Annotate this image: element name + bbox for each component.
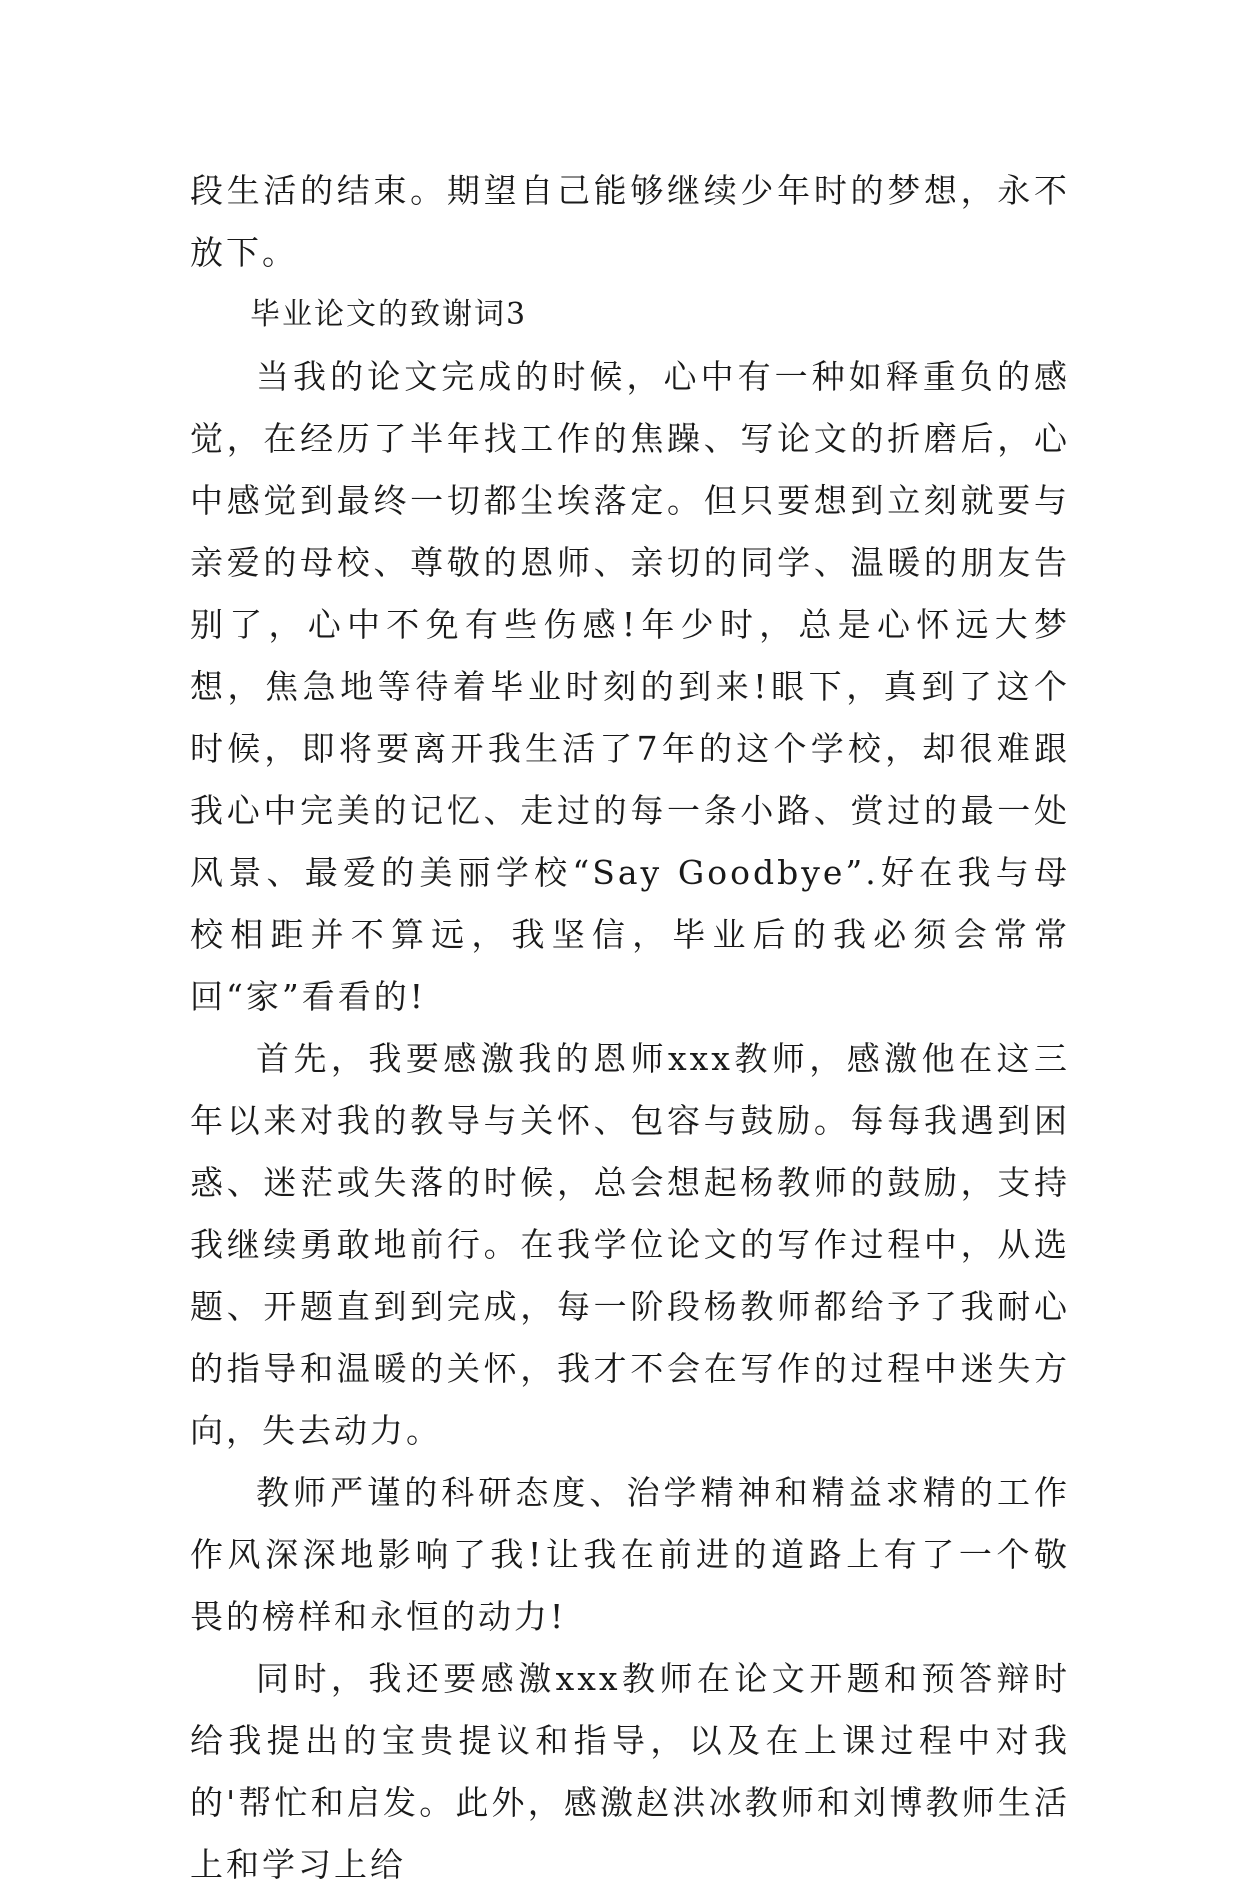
paragraph-continuation: 段生活的结束。期望自己能够继续少年时的梦想，永不放下。 [190,171,1070,272]
paragraph: 教师严谨的科研态度、治学精神和精益求精的工作作风深深地影响了我!让我在前进的道路上有了一个敬畏的榜样和永恒的动力! [190,1473,1070,1636]
document-body [190,160,1070,1896]
paragraph: 首先，我要感激我的恩师xxx教师，感激他在这三年以来对我的教导与关怀、包容与鼓励。每每我遇到困惑、迷茫或失落的时候，总会想起杨教师的鼓励，支持我继续勇敢地前行。在我学位论文的写作过程中，从选题、开题直到到完成，每一阶段杨教师都给予了我耐心的指导和温暖的关怀，我才不会在写作的过程中迷失方向，失去动力。 [190,1039,1070,1450]
section-heading: 毕业论文的致谢词3 [250,297,528,332]
paragraph: 同时，我还要感激xxx教师在论文开题和预答辩时给我提出的宝贵提议和指导，以及在上课过程中对我的'帮忙和启发。此外，感激赵洪冰教师和刘博教师生活上和学习上给 [190,1659,1070,1884]
paragraph: 当我的论文完成的时候，心中有一种如释重负的感觉，在经历了半年找工作的焦躁、写论文的折磨后，心中感觉到最终一切都尘埃落定。但只要想到立刻就要与亲爱的母校、尊敬的恩师、亲切的同学、温暖的朋友告别了，心中不免有些伤感!年少时，总是心怀远大梦想，焦急地等待着毕业时刻的到来!眼下，真到了这个时候，即将要离开我生活了7年的这个学校，却很难跟我心中完美的记忆、走过的每一条小路、赏过的最一处风景、最爱的美丽学校“Say Goodbye”.好在我与母校相距并不算远，我坚信，毕业后的我必须会常常回“家”看看的! [190,357,1070,1016]
